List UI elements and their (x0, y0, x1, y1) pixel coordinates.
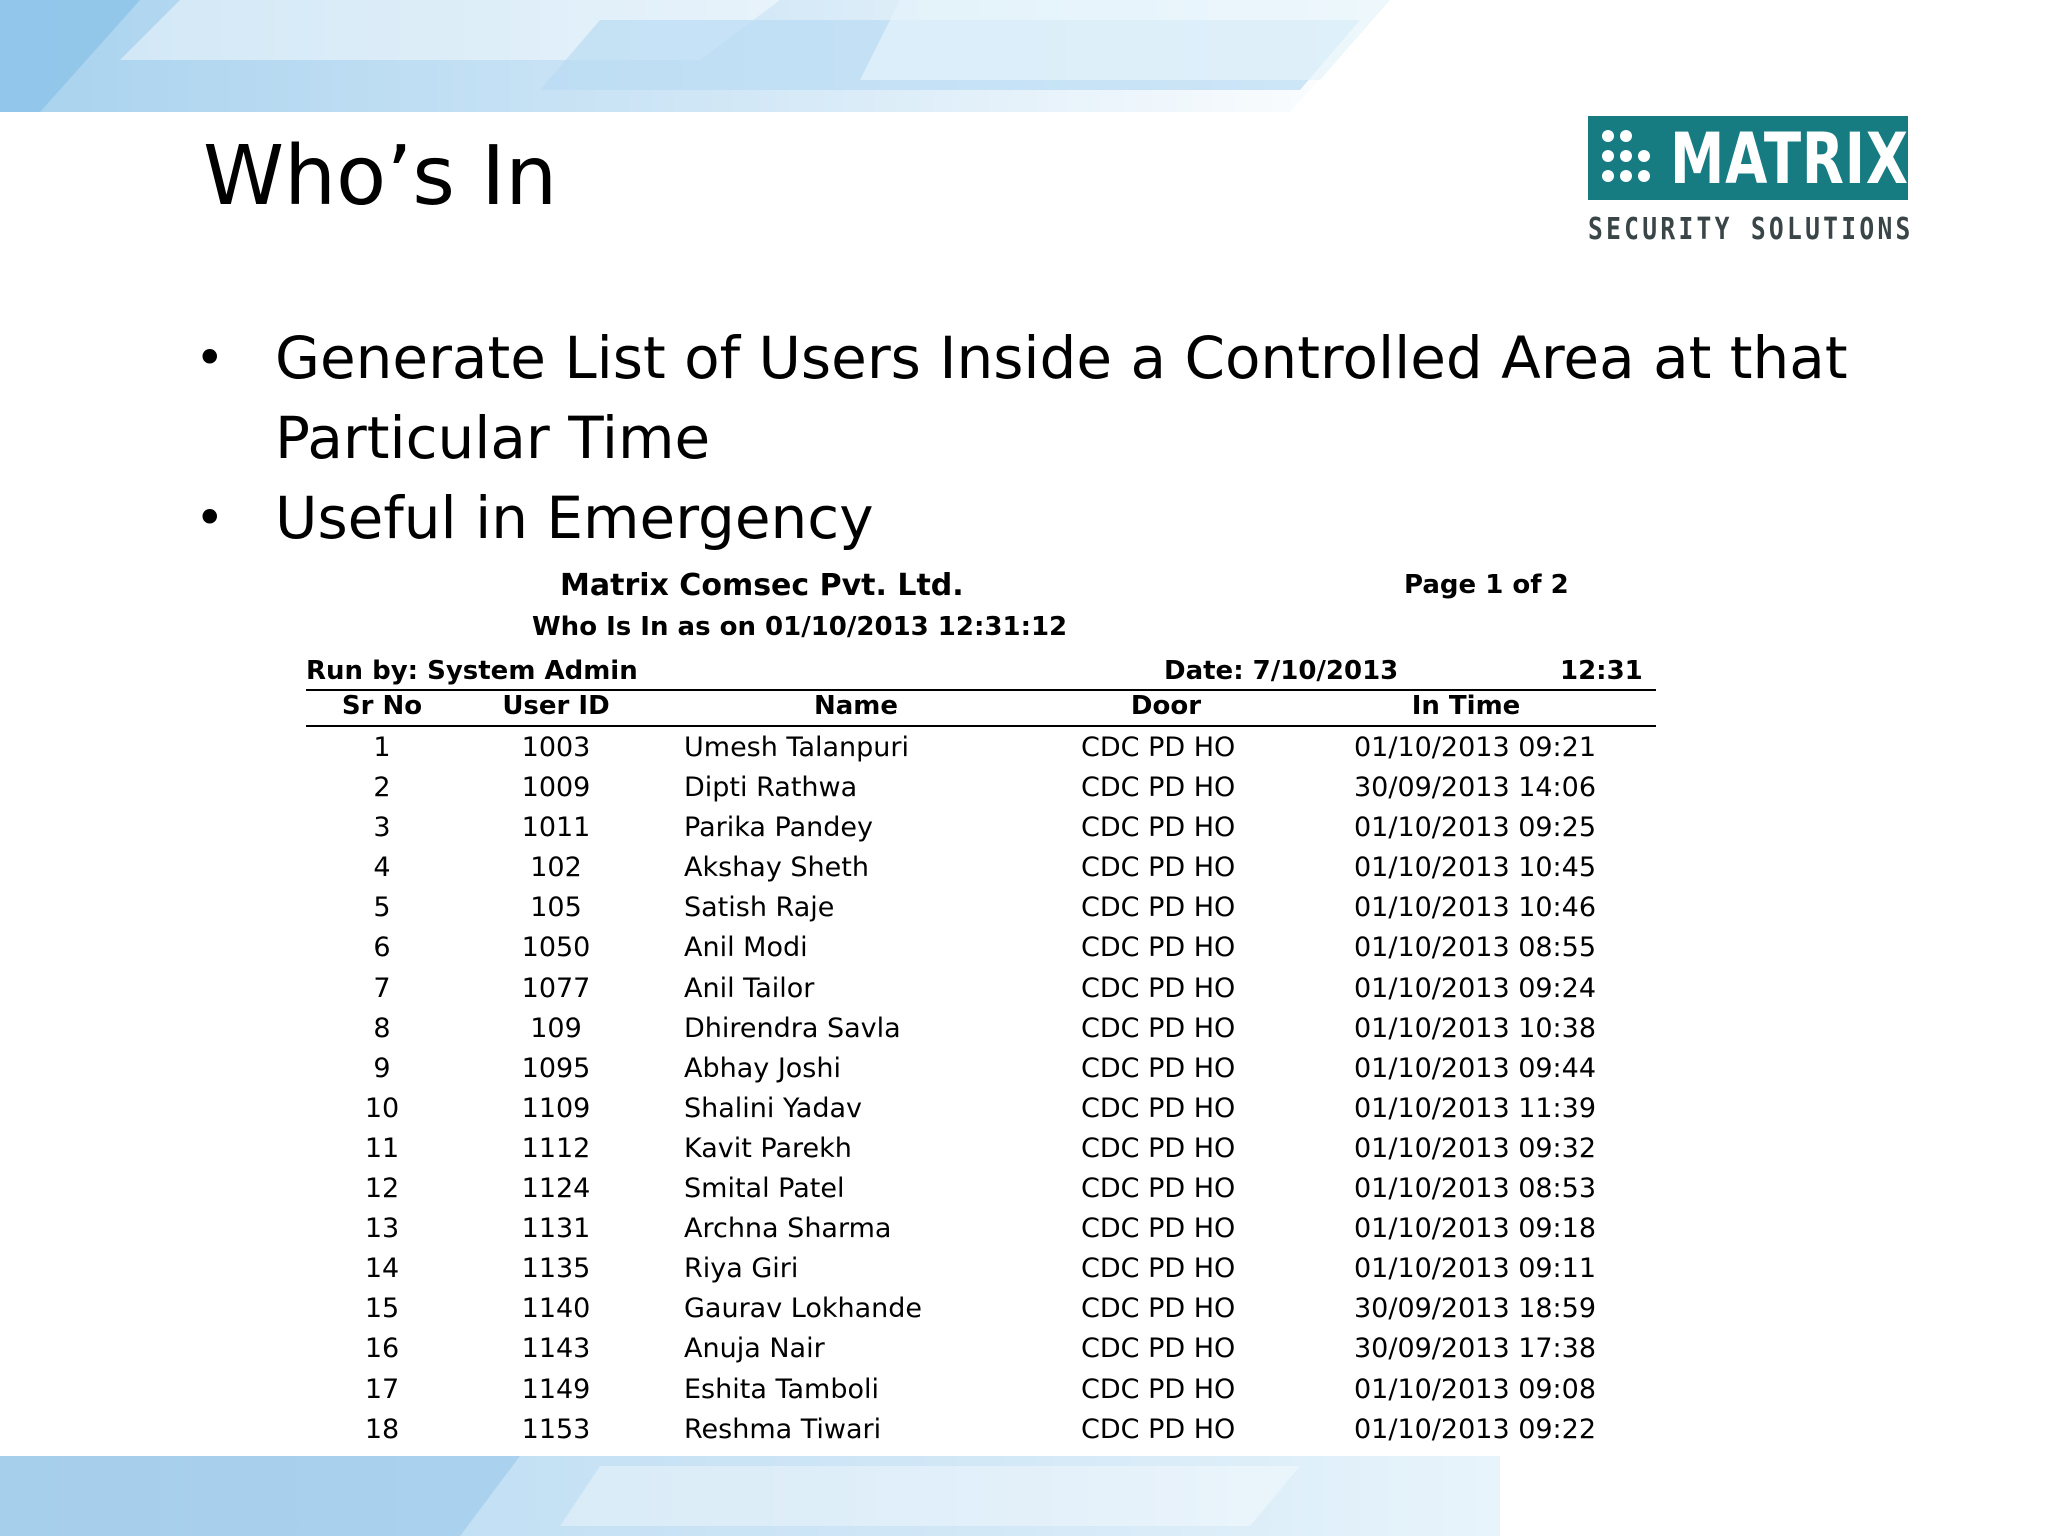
bullet-list (195, 318, 1895, 558)
column-header-door: Door (1130, 691, 1202, 721)
name-cell: Anil Modi (684, 932, 808, 964)
column-header-sr-no: Sr No (341, 691, 423, 721)
report-time: 12:31 (1560, 656, 1643, 686)
in-time-cell: 01/10/2013 09:32 (1354, 1132, 1597, 1164)
user-id-cell: 1131 (521, 1213, 591, 1245)
door-cell: CDC PD HO (1081, 1132, 1236, 1164)
table-row (306, 928, 1656, 968)
name-cell: Kavit Parekh (684, 1132, 852, 1164)
user-id-cell: 1050 (521, 932, 591, 964)
user-id-cell: 102 (530, 852, 582, 884)
door-cell: CDC PD HO (1081, 972, 1236, 1004)
logo-tagline: SECURITY SOLUTIONS (1588, 212, 1914, 247)
door-cell: CDC PD HO (1081, 1293, 1236, 1325)
in-time-cell: 30/09/2013 18:59 (1354, 1293, 1597, 1325)
bullet-item (195, 318, 1895, 478)
in-time-cell: 01/10/2013 09:25 (1354, 812, 1597, 844)
in-time-cell: 01/10/2013 09:21 (1354, 732, 1597, 763)
who-is-in-report (306, 560, 1656, 1450)
in-time-cell: 01/10/2013 10:38 (1354, 1012, 1597, 1044)
user-id-cell: 1112 (521, 1132, 591, 1164)
user-id-cell: 1011 (521, 812, 591, 844)
name-cell: Shalini Yadav (684, 1092, 862, 1124)
user-id-cell: 109 (530, 1012, 582, 1044)
report-rows (306, 728, 1656, 1450)
logo-badge (1588, 116, 1908, 200)
table-row (306, 1329, 1656, 1369)
user-id-cell: 105 (530, 892, 582, 924)
sr-no-cell: 8 (373, 1012, 391, 1044)
matrix-logo (1588, 116, 1912, 246)
in-time-cell: 30/09/2013 14:06 (1354, 772, 1597, 804)
in-time-cell: 01/10/2013 09:22 (1354, 1413, 1597, 1445)
user-id-cell: 1135 (521, 1253, 591, 1285)
sr-no-cell: 4 (373, 852, 391, 884)
user-id-cell: 1095 (521, 1052, 591, 1084)
user-id-cell: 1124 (521, 1173, 591, 1205)
user-id-cell: 1153 (521, 1413, 591, 1445)
user-id-cell: 1149 (521, 1373, 591, 1405)
user-id-cell: 1009 (521, 772, 591, 804)
sr-no-cell: 11 (364, 1132, 400, 1164)
in-time-cell: 30/09/2013 17:38 (1354, 1333, 1597, 1365)
table-row (306, 848, 1656, 888)
sr-no-cell: 2 (373, 772, 391, 804)
name-cell: Smital Patel (684, 1173, 845, 1205)
door-cell: CDC PD HO (1081, 732, 1236, 763)
in-time-cell: 01/10/2013 08:55 (1354, 932, 1597, 964)
table-row (306, 1370, 1656, 1410)
bullet-text: Generate List of Users Inside a Controlled Area at that Particular Time (275, 324, 1848, 472)
top-decorative-band (0, 0, 2048, 112)
door-cell: CDC PD HO (1081, 892, 1236, 924)
door-cell: CDC PD HO (1081, 1052, 1236, 1084)
door-cell: CDC PD HO (1081, 812, 1236, 844)
table-row (306, 1049, 1656, 1089)
door-cell: CDC PD HO (1081, 1373, 1236, 1405)
table-row (306, 1089, 1656, 1129)
bullet-text: Useful in Emergency (275, 484, 874, 552)
door-cell: CDC PD HO (1081, 1413, 1236, 1445)
name-cell: Abhay Joshi (684, 1052, 841, 1084)
bottom-decorative-band (0, 1456, 2048, 1536)
sr-no-cell: 14 (364, 1253, 400, 1285)
door-cell: CDC PD HO (1081, 1333, 1236, 1365)
column-header-name: Name (813, 691, 899, 721)
user-id-cell: 1077 (521, 972, 591, 1004)
name-cell: Dipti Rathwa (684, 772, 858, 804)
name-cell: Anuja Nair (684, 1333, 825, 1365)
name-cell: Akshay Sheth (684, 852, 869, 884)
bullet-marker: • (195, 329, 225, 387)
sr-no-cell: 7 (373, 972, 391, 1004)
name-cell: Archna Sharma (684, 1213, 892, 1245)
report-company: Matrix Comsec Pvt. Ltd. (560, 568, 964, 603)
table-row (306, 888, 1656, 928)
door-cell: CDC PD HO (1081, 1253, 1236, 1285)
user-id-cell: 1140 (521, 1293, 591, 1325)
header-bottom-rule (306, 725, 1656, 727)
in-time-cell: 01/10/2013 09:11 (1354, 1253, 1597, 1285)
in-time-cell: 01/10/2013 10:46 (1354, 892, 1597, 924)
report-subtitle: Who Is In as on 01/10/2013 12:31:12 (532, 612, 1068, 642)
sr-no-cell: 15 (364, 1293, 400, 1325)
name-cell: Eshita Tamboli (684, 1373, 879, 1405)
name-cell: Parika Pandey (684, 812, 873, 844)
in-time-cell: 01/10/2013 09:18 (1354, 1213, 1597, 1245)
sr-no-cell: 18 (364, 1413, 400, 1445)
sr-no-cell: 17 (364, 1373, 400, 1405)
sr-no-cell: 9 (373, 1052, 391, 1084)
column-header-user-id: User ID (502, 691, 610, 721)
user-id-cell: 1143 (521, 1333, 591, 1365)
table-row (306, 1249, 1656, 1289)
bullet-item (195, 478, 1895, 558)
column-header-in-time: In Time (1411, 691, 1521, 721)
table-row (306, 1169, 1656, 1209)
sr-no-cell: 13 (364, 1213, 400, 1245)
door-cell: CDC PD HO (1081, 852, 1236, 884)
report-date: Date: 7/10/2013 (1164, 656, 1399, 686)
user-id-cell: 1109 (521, 1092, 591, 1124)
table-row (306, 969, 1656, 1009)
bullet-marker: • (195, 489, 225, 547)
report-page-number: Page 1 of 2 (1404, 570, 1569, 600)
report-run-by: Run by: System Admin (306, 656, 638, 686)
name-cell: Dhirendra Savla (684, 1012, 901, 1044)
name-cell: Gaurav Lokhande (684, 1293, 923, 1325)
door-cell: CDC PD HO (1081, 932, 1236, 964)
door-cell: CDC PD HO (1081, 772, 1236, 804)
in-time-cell: 01/10/2013 10:45 (1354, 852, 1597, 884)
in-time-cell: 01/10/2013 08:53 (1354, 1173, 1597, 1205)
name-cell: Umesh Talanpuri (684, 732, 910, 763)
name-cell: Satish Raje (684, 892, 835, 924)
logo-wordmark: MATRIX (1670, 118, 1909, 200)
sr-no-cell: 6 (373, 932, 391, 964)
table-row (306, 728, 1656, 768)
table-row (306, 808, 1656, 848)
door-cell: CDC PD HO (1081, 1012, 1236, 1044)
name-cell: Anil Tailor (684, 972, 815, 1004)
sr-no-cell: 3 (373, 812, 391, 844)
sr-no-cell: 10 (364, 1092, 400, 1124)
table-row (306, 1129, 1656, 1169)
door-cell: CDC PD HO (1081, 1213, 1236, 1245)
table-row (306, 1009, 1656, 1049)
sr-no-cell: 12 (364, 1173, 400, 1205)
sr-no-cell: 5 (373, 892, 391, 924)
name-cell: Riya Giri (684, 1253, 799, 1285)
user-id-cell: 1003 (521, 732, 591, 763)
table-row (306, 1209, 1656, 1249)
door-cell: CDC PD HO (1081, 1092, 1236, 1124)
sr-no-cell: 16 (364, 1333, 400, 1365)
in-time-cell: 01/10/2013 09:24 (1354, 972, 1597, 1004)
table-row (306, 1410, 1656, 1450)
slide-title: Who’s In (203, 129, 558, 224)
in-time-cell: 01/10/2013 09:44 (1354, 1052, 1597, 1084)
name-cell: Reshma Tiwari (684, 1413, 882, 1445)
door-cell: CDC PD HO (1081, 1173, 1236, 1205)
in-time-cell: 01/10/2013 11:39 (1354, 1092, 1597, 1124)
table-row (306, 768, 1656, 808)
sr-no-cell: 1 (373, 732, 391, 763)
logo-dots-icon (1598, 126, 1662, 190)
in-time-cell: 01/10/2013 09:08 (1354, 1373, 1597, 1405)
table-row (306, 1289, 1656, 1329)
